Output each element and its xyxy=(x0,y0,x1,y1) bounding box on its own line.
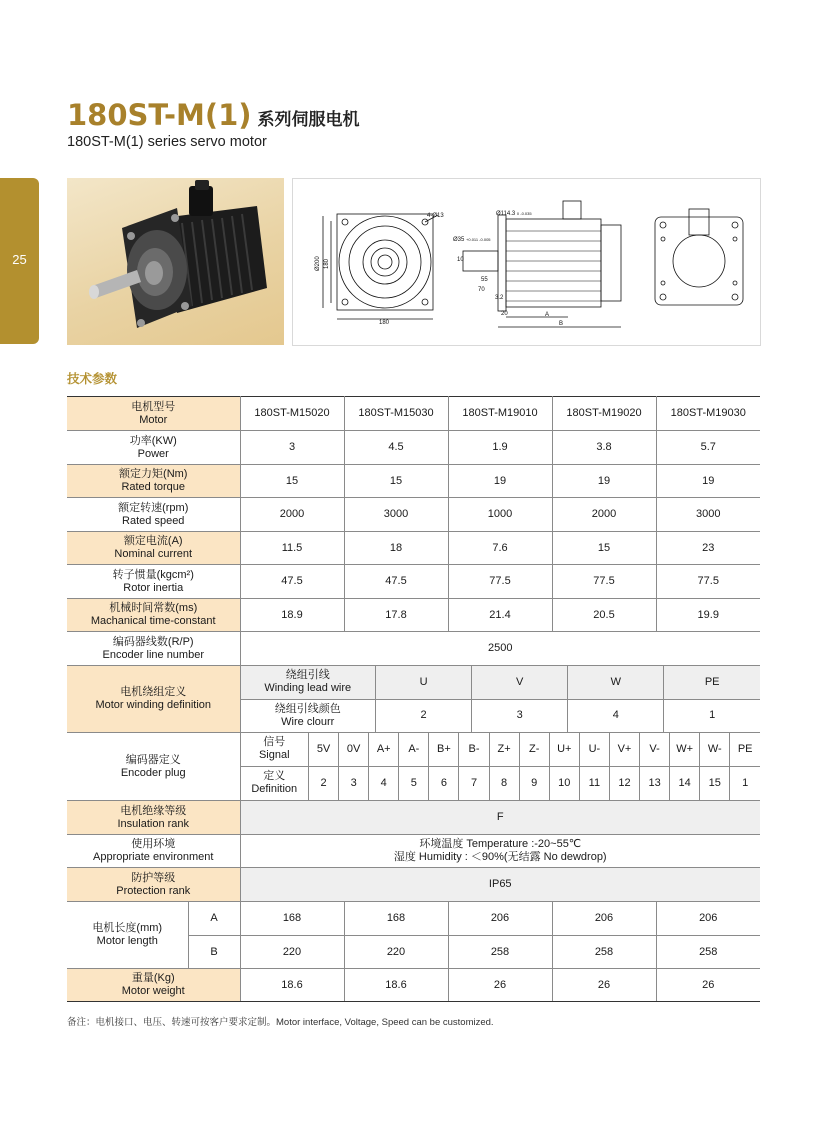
row-power xyxy=(67,431,760,465)
speed-value: 2000 xyxy=(240,498,344,532)
length-a-value: 206 xyxy=(552,902,656,936)
pin-number: 4 xyxy=(369,766,399,800)
wire-color-value: 4 xyxy=(568,699,664,732)
torque-value: 19 xyxy=(656,465,760,498)
row-insulation xyxy=(67,801,760,835)
timeconst-value: 19.9 xyxy=(656,599,760,632)
label-encoder-plug-en: Encoder plug xyxy=(120,766,186,779)
signal-cn: 信号 xyxy=(263,736,286,749)
inertia-value: 77.5 xyxy=(552,565,656,599)
wire-color-value: 3 xyxy=(472,699,568,732)
pin-number: 1 xyxy=(730,766,760,800)
timeconst-value: 20.5 xyxy=(552,599,656,632)
pin-number: 2 xyxy=(309,766,339,800)
current-value: 11.5 xyxy=(240,532,344,565)
label-encoder-lines-en: Encoder line number xyxy=(102,648,204,661)
winding-lead: PE xyxy=(664,666,760,699)
current-value: 15 xyxy=(552,532,656,565)
length-a-label: A xyxy=(188,902,240,936)
current-value: 23 xyxy=(656,532,760,565)
current-value: 7.6 xyxy=(448,532,552,565)
row-encoder-plug xyxy=(67,733,760,801)
torque-value: 15 xyxy=(344,465,448,498)
speed-value: 3000 xyxy=(344,498,448,532)
signal-name: W- xyxy=(700,733,730,766)
signal-name: Z+ xyxy=(489,733,519,766)
label-timeconst-en: Machanical time-constant xyxy=(90,615,216,627)
pin-number: 13 xyxy=(640,766,670,800)
label-encoder-plug-cn: 编码器定义 xyxy=(125,753,181,766)
timeconst-value: 21.4 xyxy=(448,599,552,632)
label-current-en: Nominal current xyxy=(114,548,193,560)
torque-value: 19 xyxy=(552,465,656,498)
label-weight-en: Motor weight xyxy=(121,985,185,997)
title-cn: 系列伺服电机 xyxy=(257,110,360,129)
label-inertia-en: Rotor inertia xyxy=(123,581,184,594)
signal-name: B+ xyxy=(429,733,459,766)
dim-l3: 70 xyxy=(478,287,485,293)
timeconst-value: 18.9 xyxy=(240,599,344,632)
label-environment-en: Appropriate environment xyxy=(93,851,214,863)
label-weight-cn: 重量(Kg) xyxy=(131,972,175,984)
length-a-value: 206 xyxy=(656,902,760,936)
label-power-cn: 功率(KW) xyxy=(129,434,177,447)
inertia-value: 77.5 xyxy=(448,565,552,599)
page-title xyxy=(67,98,360,132)
page-tab xyxy=(0,178,39,344)
inertia-value: 47.5 xyxy=(240,565,344,599)
power-value: 3 xyxy=(240,431,344,465)
signal-name: V+ xyxy=(609,733,639,766)
rear-view xyxy=(655,209,743,305)
encoder-lines-value: 2500 xyxy=(240,632,760,666)
dim-l2: 55 xyxy=(481,277,488,283)
winding-lead-cn: 绕组引线 xyxy=(285,669,330,682)
pin-number: 15 xyxy=(700,766,730,800)
label-winding-cn: 电机绕组定义 xyxy=(120,686,187,698)
row-weight xyxy=(67,969,760,1002)
label-environment-cn: 使用环境 xyxy=(131,838,176,850)
weight-value: 26 xyxy=(448,969,552,1002)
pin-number: 14 xyxy=(670,766,700,800)
signal-name: A- xyxy=(399,733,429,766)
dim-b: B xyxy=(559,321,564,327)
winding-lead: U xyxy=(376,666,472,699)
length-b-label: B xyxy=(188,936,240,969)
motor-model: 180ST-M19010 xyxy=(448,397,552,431)
timeconst-value: 17.8 xyxy=(344,599,448,632)
length-b-value: 258 xyxy=(448,936,552,969)
signal-en: Signal xyxy=(258,749,290,762)
label-current-cn: 额定电流(A) xyxy=(123,535,183,547)
winding-lead: V xyxy=(472,666,568,699)
weight-value: 26 xyxy=(552,969,656,1002)
side-view xyxy=(463,201,621,327)
wire-color-cn: 绕组引线颜色 xyxy=(274,702,341,715)
label-protection-cn: 防护等级 xyxy=(131,871,176,884)
weight-value: 26 xyxy=(656,969,760,1002)
pin-number: 11 xyxy=(579,766,609,800)
label-protection-en: Protection rank xyxy=(116,884,191,897)
dim-w: 180 xyxy=(379,320,390,326)
row-time-constant xyxy=(67,599,760,632)
row-inertia xyxy=(67,565,760,599)
environment-humidity: 湿度 Humidity : ＜90%(无结露 No dewdrop) xyxy=(393,851,607,863)
pin-number: 8 xyxy=(489,766,519,800)
pin-number: 9 xyxy=(519,766,549,800)
power-value: 1.9 xyxy=(448,431,552,465)
row-motor xyxy=(67,397,760,431)
length-b-value: 220 xyxy=(344,936,448,969)
encoder-subtable xyxy=(241,733,761,800)
speed-value: 3000 xyxy=(656,498,760,532)
torque-value: 19 xyxy=(448,465,552,498)
label-inertia-cn: 转子惯量(kgcm²) xyxy=(112,568,194,581)
signal-name: V- xyxy=(640,733,670,766)
motor-model: 180ST-M19020 xyxy=(552,397,656,431)
length-a-value: 168 xyxy=(344,902,448,936)
label-timeconst-cn: 机械时间常数(ms) xyxy=(109,602,198,614)
dim-key: Ø35 +0.011 -0.005 xyxy=(453,237,491,243)
dim-holes: 4-Ø13 xyxy=(427,213,444,219)
length-b-value: 220 xyxy=(240,936,344,969)
signal-name: A+ xyxy=(369,733,399,766)
dim-l1: 10 xyxy=(457,257,464,263)
motor-model: 180ST-M15030 xyxy=(344,397,448,431)
label-speed-cn: 额定转速(rpm) xyxy=(118,501,189,514)
footnote: 备注：电机接口、电压、转速可按客户要求定制。Motor interface, Voltage, Speed can be customized. xyxy=(67,1017,494,1028)
dim-l5: 20 xyxy=(501,311,508,317)
power-value: 5.7 xyxy=(656,431,760,465)
front-view xyxy=(323,214,438,319)
pin-number: 3 xyxy=(339,766,369,800)
dim-d1: Ø200 xyxy=(315,256,321,271)
current-value: 18 xyxy=(344,532,448,565)
length-a-value: 168 xyxy=(240,902,344,936)
label-insulation-en: Insulation rank xyxy=(117,817,190,830)
label-motor-en: Motor xyxy=(139,413,168,426)
motor-model: 180ST-M19030 xyxy=(656,397,760,431)
pin-number: 6 xyxy=(429,766,459,800)
motor-model: 180ST-M15020 xyxy=(240,397,344,431)
pin-number: 10 xyxy=(549,766,579,800)
spec-table xyxy=(67,396,760,1002)
length-b-value: 258 xyxy=(552,936,656,969)
signal-name: U+ xyxy=(549,733,579,766)
winding-lead: W xyxy=(568,666,664,699)
dim-a: A xyxy=(545,312,550,318)
signal-name: U- xyxy=(579,733,609,766)
page-number: 25 xyxy=(12,252,27,267)
label-length-en: Motor length xyxy=(96,935,158,947)
motor-photo xyxy=(67,178,284,345)
label-length-cn: 电机长度(mm) xyxy=(92,922,163,934)
weight-value: 18.6 xyxy=(240,969,344,1002)
definition-cn: 定义 xyxy=(263,770,286,783)
page-subtitle: 180ST-M(1) series servo motor xyxy=(67,134,267,150)
wire-color-value: 1 xyxy=(664,699,760,732)
torque-value: 15 xyxy=(240,465,344,498)
environment-temperature: 环境温度 Temperature :-20~55℃ xyxy=(419,838,582,850)
inertia-value: 77.5 xyxy=(656,565,760,599)
signal-name: W+ xyxy=(670,733,700,766)
signal-name: 0V xyxy=(339,733,369,766)
signal-name: PE xyxy=(737,742,753,755)
dim-d2: 180 xyxy=(324,258,330,269)
dim-shaft: Ø114.3 0 -0.035 xyxy=(496,211,532,217)
label-encoder-lines-cn: 编码器线数(R/P) xyxy=(112,635,194,648)
row-protection xyxy=(67,868,760,902)
inertia-value: 47.5 xyxy=(344,565,448,599)
winding-lead-en: Winding lead wire xyxy=(264,682,352,695)
pin-number: 12 xyxy=(609,766,639,800)
insulation-value: F xyxy=(240,801,760,835)
protection-value: IP65 xyxy=(240,868,760,902)
label-motor-cn: 电机型号 xyxy=(131,400,176,413)
winding-subtable xyxy=(241,666,761,732)
length-b-value: 258 xyxy=(656,936,760,969)
dim-l4: 3.2 xyxy=(495,295,504,301)
definition-en: Definition xyxy=(251,783,298,796)
signal-name: B- xyxy=(459,733,489,766)
row-torque xyxy=(67,465,760,498)
pin-number: 7 xyxy=(459,766,489,800)
weight-value: 18.6 xyxy=(344,969,448,1002)
row-speed xyxy=(67,498,760,532)
signal-name: 5V xyxy=(309,733,339,766)
label-torque-en: Rated torque xyxy=(121,481,186,493)
section-title: 技术参数 xyxy=(67,372,118,386)
row-current xyxy=(67,532,760,565)
dimension-drawing xyxy=(292,178,761,346)
wire-color-value: 2 xyxy=(376,699,472,732)
speed-value: 1000 xyxy=(448,498,552,532)
label-power-en: Power xyxy=(137,447,169,460)
pin-number: 5 xyxy=(399,766,429,800)
power-value: 4.5 xyxy=(344,431,448,465)
speed-value: 2000 xyxy=(552,498,656,532)
label-winding-en: Motor winding definition xyxy=(95,699,212,711)
label-insulation-cn: 电机绝缘等级 xyxy=(120,804,187,817)
label-speed-en: Rated speed xyxy=(122,514,185,527)
length-a-value: 206 xyxy=(448,902,552,936)
row-environment xyxy=(67,835,760,868)
wire-color-en: Wire clourr xyxy=(281,715,335,728)
power-value: 3.8 xyxy=(552,431,656,465)
row-winding xyxy=(67,666,760,733)
row-encoder-lines xyxy=(67,632,760,666)
signal-name: Z- xyxy=(519,733,549,766)
row-length-a xyxy=(67,902,760,936)
label-torque-cn: 额定力矩(Nm) xyxy=(119,468,188,480)
title-model: 180ST-M(1) xyxy=(67,98,252,132)
